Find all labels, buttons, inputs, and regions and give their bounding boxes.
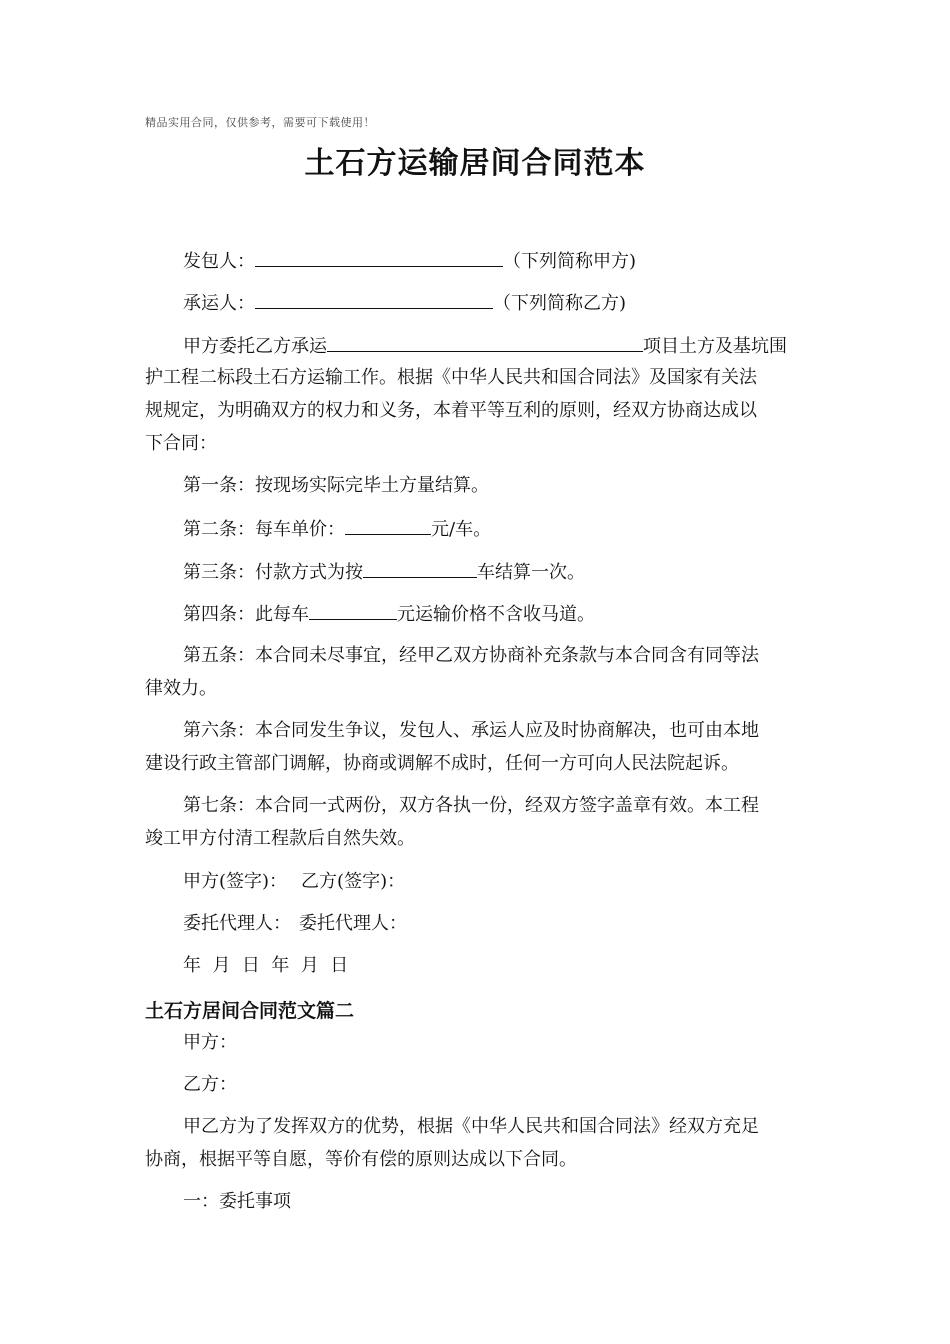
article-3-text-a: 第三条：付款方式为按 — [183, 562, 363, 583]
article-6-line-1: 第六条：本合同发生争议，发包人、承运人应及时协商解决，也可由本地 — [183, 720, 759, 741]
unit-price-blank[interactable] — [345, 512, 431, 535]
intro-line-2: 护工程二标段土石方运输工作。根据《中华人民共和国合同法》及国家有关法 — [145, 367, 757, 388]
article-6-line-2: 建设行政主管部门调解，协商或调解不成时，任何一方可向人民法院起诉。 — [145, 753, 739, 774]
transport-price-blank[interactable] — [309, 597, 397, 620]
section-2-party-a: 甲方： — [183, 1032, 237, 1053]
article-2 — [183, 512, 491, 546]
intro-line-1 — [183, 329, 787, 363]
intro-text-b: 项目土方及基坑围 — [643, 336, 787, 357]
document-title: 土石方运输居间合同范本 — [304, 146, 646, 181]
fabaoren-line — [183, 244, 636, 278]
intro-line-3: 规规定，为明确双方的权力和义务，本着平等互利的原则，经双方协商达成以 — [145, 400, 757, 421]
fabaoren-suffix: （下列简称甲方) — [503, 251, 637, 272]
header-note: 精品实用合同，仅供参考，需要可下载使用！ — [145, 116, 375, 129]
chengyunren-label: 承运人： — [183, 293, 255, 314]
article-1: 第一条：按现场实际完毕土方量结算。 — [183, 475, 489, 496]
chengyunren-line — [183, 286, 626, 320]
article-4 — [183, 597, 595, 631]
intro-line-4: 下合同： — [145, 433, 217, 454]
date-line: 年 月 日 年 月 日 — [183, 955, 349, 976]
chengyunren-blank[interactable] — [255, 286, 493, 309]
article-5-line-2: 律效力。 — [145, 678, 217, 699]
agent-line — [183, 908, 407, 940]
fabaoren-blank[interactable] — [255, 244, 503, 267]
party-a-agent-label: 委托代理人： — [183, 913, 291, 934]
fabaoren-label: 发包人： — [183, 251, 255, 272]
article-7-line-1: 第七条：本合同一式两份，双方各执一份，经双方签字盖章有效。本工程 — [183, 795, 759, 816]
signature-line — [183, 866, 405, 898]
intro-text-a: 甲方委托乙方承运 — [183, 336, 327, 357]
article-7-line-2: 竣工甲方付清工程款后自然失效。 — [145, 828, 415, 849]
article-3 — [183, 555, 585, 589]
party-a-signature-label: 甲方(签字)： — [183, 871, 288, 892]
section-2-paragraph-line-2: 协商，根据平等自愿，等价有偿的原则达成以下合同。 — [145, 1149, 577, 1170]
article-4-text-a: 第四条：此每车 — [183, 604, 309, 625]
section-2-item-1: 一：委托事项 — [183, 1191, 291, 1212]
party-b-agent-label: 委托代理人： — [299, 913, 407, 934]
article-2-text-b: 元/车。 — [431, 519, 492, 540]
section-2-paragraph-line-1: 甲乙方为了发挥双方的优势，根据《中华人民共和国合同法》经双方充足 — [183, 1116, 759, 1137]
article-2-text-a: 第二条：每车单价： — [183, 519, 345, 540]
party-b-signature-label: 乙方(签字)： — [301, 871, 406, 892]
section-2-party-b: 乙方： — [183, 1074, 237, 1095]
section-2-heading: 土石方居间合同范文篇二 — [145, 1000, 355, 1022]
article-3-text-b: 车结算一次。 — [477, 562, 585, 583]
project-name-blank[interactable] — [327, 329, 643, 352]
payment-count-blank[interactable] — [363, 555, 477, 578]
chengyunren-suffix: （下列简称乙方) — [493, 293, 627, 314]
article-5-line-1: 第五条：本合同未尽事宜，经甲乙双方协商补充条款与本合同含有同等法 — [183, 645, 759, 666]
article-4-text-b: 元运输价格不含收马道。 — [397, 604, 595, 625]
